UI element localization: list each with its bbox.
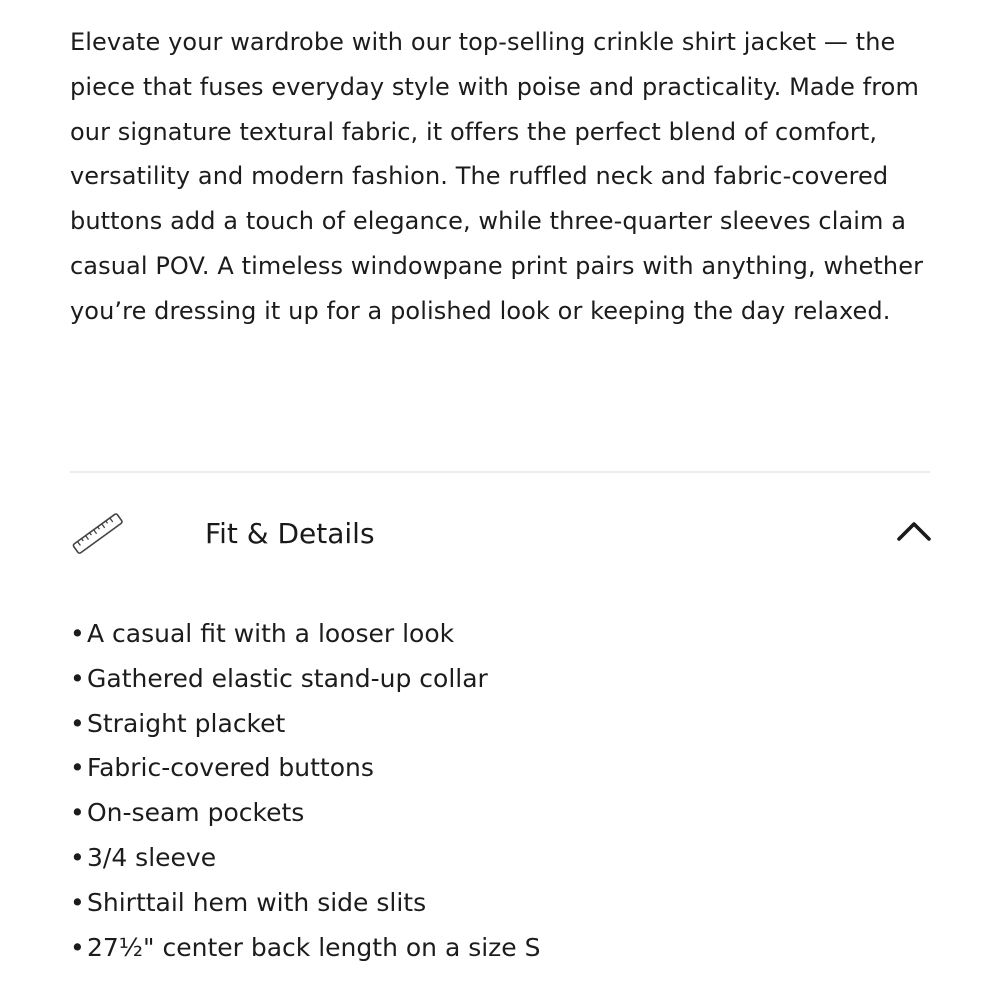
- product-description: Elevate your wardrobe with our top-selling crinkle shirt jacket — the piece that fuses everyday style with poise and practicality. Made from our signature textural fabric, it offers the perfect blend of comfort, versatility and modern fashion. The ruffled neck and fabric-covered buttons add a touch of elegance, while three-quarter sleeves claim a casual POV. A timeless windowpane print pairs with anything, whether you’re dressing it up for a polished look or keeping the day relaxed.: [70, 28, 924, 325]
- bullet: •: [70, 708, 85, 738]
- accordion-title: Fit & Details: [205, 517, 375, 550]
- ruler-icon: [70, 506, 126, 562]
- list-item-text: 27½" center back length on a size S: [87, 932, 541, 962]
- bullet: •: [70, 753, 85, 783]
- list-item-text: 3/4 sleeve: [87, 842, 217, 872]
- bullet: •: [70, 798, 85, 828]
- list-item: [70, 612, 541, 657]
- bullet: •: [70, 619, 85, 648]
- list-item: [70, 791, 541, 836]
- list-item-text: Shirttail hem with side slits: [87, 887, 427, 917]
- bullet: •: [70, 932, 85, 962]
- list-item: [70, 926, 541, 971]
- list-item: [70, 702, 541, 747]
- chevron-up-icon[interactable]: [896, 518, 932, 544]
- list-item-text: A casual fit with a looser look: [87, 619, 455, 648]
- bullet: •: [70, 663, 85, 693]
- list-item: [70, 836, 541, 881]
- list-item: [70, 746, 541, 791]
- list-item: [70, 881, 541, 926]
- fit-details-list: [70, 612, 541, 970]
- list-item-text: On-seam pockets: [87, 798, 305, 828]
- list-item: [70, 657, 541, 702]
- list-item-text: Fabric-covered buttons: [87, 753, 374, 783]
- list-item-text: Straight placket: [87, 708, 286, 738]
- section-divider: [70, 471, 930, 473]
- bullet: •: [70, 887, 85, 917]
- list-item-text: Gathered elastic stand-up collar: [87, 663, 488, 693]
- fit-details-accordion-header[interactable]: [70, 500, 932, 570]
- bullet: •: [70, 842, 85, 872]
